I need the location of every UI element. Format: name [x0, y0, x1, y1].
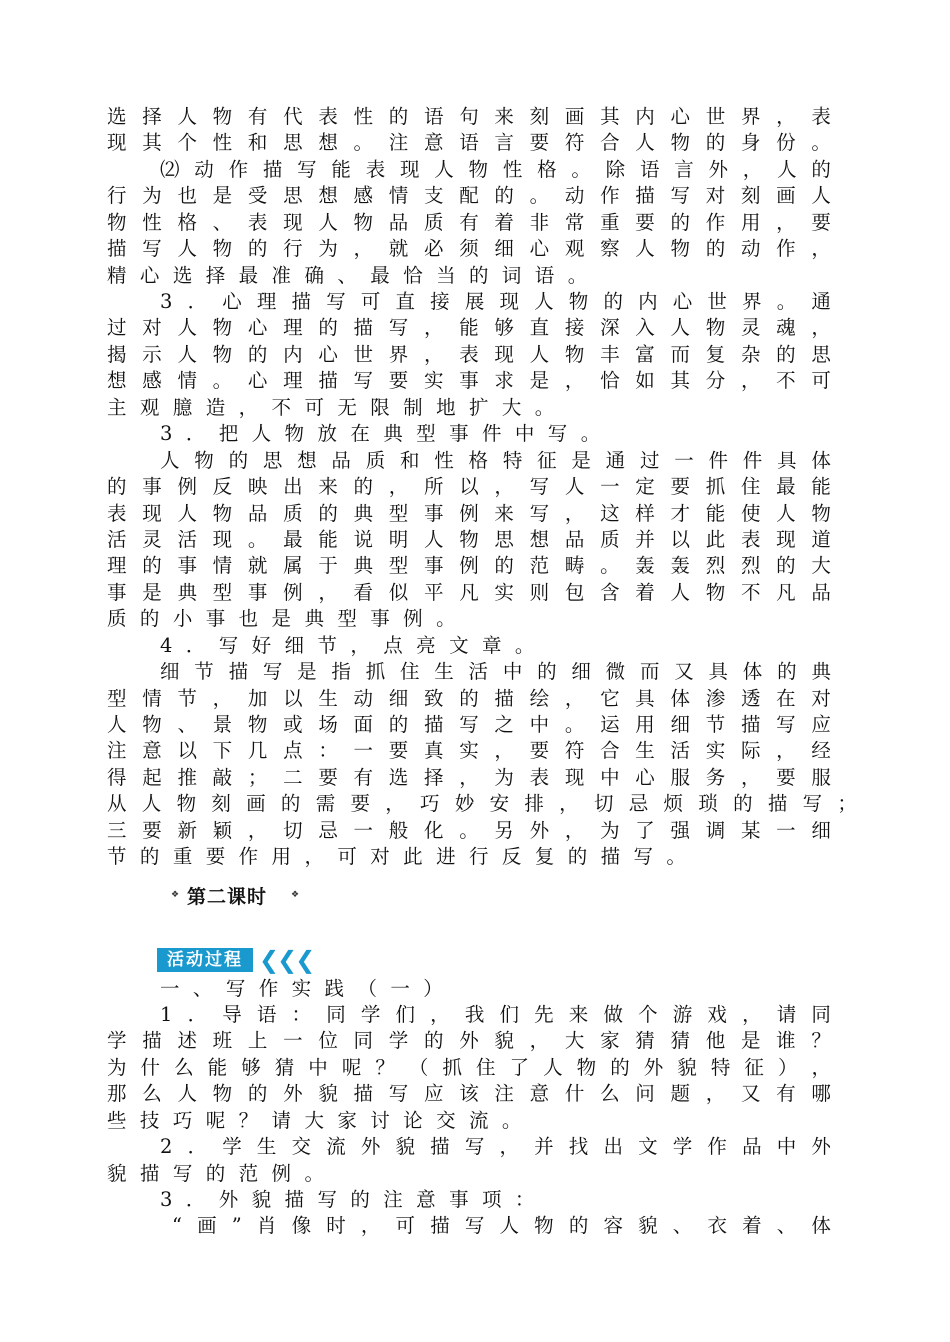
text-line: 一 、 写 作 实 践 （ 一 ） [160, 977, 443, 1000]
text-line: 细 节 描 写 是 指 抓 住 生 活 中 的 细 微 而 又 具 体 的 典 [160, 660, 831, 683]
text-line: 事 是 典 型 事 例 ， 看 似 平 凡 实 则 包 含 着 人 物 不 凡 品 [107, 581, 831, 604]
text-line: 得 起 推 敲 ； 二 要 有 选 择 ， 为 表 现 中 心 服 务 ， 要 服 [107, 766, 831, 789]
text-line: 揭 示 人 物 的 内 心 世 界 ， 表 现 人 物 丰 富 而 复 杂 的 思 [107, 343, 831, 366]
text-line: 的 事 例 反 映 出 来 的 ， 所 以 ， 写 人 一 定 要 抓 住 最 能 [107, 475, 831, 498]
ornament-left-icon: ❖ [171, 890, 180, 900]
text-line: 过 对 人 物 心 理 的 描 写 ， 能 够 直 接 深 入 人 物 灵 魂 ， [107, 316, 831, 339]
text-line: 注 意 以 下 几 点 ： 一 要 真 实 ， 要 符 合 生 活 实 际 ， 经 [107, 739, 831, 762]
text-line: 描 写 人 物 的 行 为 ， 就 必 须 细 心 观 察 人 物 的 动 作 ， [107, 237, 831, 260]
text-line: 3 ． 把 人 物 放 在 典 型 事 件 中 写 。 [160, 422, 601, 445]
text-line: 3 ． 心 理 描 写 可 直 接 展 现 人 物 的 内 心 世 界 。 通 [160, 290, 831, 313]
text-line: “ 画 ” 肖 像 时 ， 可 描 写 人 物 的 容 貌 、 衣 着 、 体 [172, 1214, 831, 1237]
text-line: 3 ． 外 貌 描 写 的 注 意 事 项 ： [160, 1188, 535, 1211]
text-line: 些 技 巧 呢 ？ 请 大 家 讨 论 交 流 。 [107, 1109, 522, 1132]
text-line: 想 感 情 。 心 理 描 写 要 实 事 求 是 ， 恰 如 其 分 ， 不 可 [107, 369, 831, 392]
text-line: 现 其 个 性 和 思 想 。 注 意 语 言 要 符 合 人 物 的 身 份 。 [107, 131, 831, 154]
ornament-right-icon: ❖ [291, 890, 300, 900]
text-line: 为 什 么 能 够 猜 中 呢 ？ （ 抓 住 了 人 物 的 外 貌 特 征 ） ， [107, 1056, 831, 1079]
activity-process-label: 活动过程 [157, 948, 253, 972]
text-line: 选 择 人 物 有 代 表 性 的 语 句 来 刻 画 其 内 心 世 界 ， 表 [107, 105, 831, 128]
text-line: 从 人 物 刻 画 的 需 要 ， 巧 妙 安 排 ， 切 忌 烦 琐 的 描 写 ； [107, 792, 857, 815]
text-line: 1 ． 导 语 ： 同 学 们 ， 我 们 先 来 做 个 游 戏 ， 请 同 [160, 1003, 831, 1026]
text-line: 质 的 小 事 也 是 典 型 事 例 。 [107, 607, 456, 630]
text-line: 人 物 的 思 想 品 质 和 性 格 特 征 是 通 过 一 件 件 具 体 [160, 449, 831, 472]
text-line: 表 现 人 物 品 质 的 典 型 事 例 来 写 ， 这 样 才 能 使 人 物 [107, 502, 831, 525]
text-line: ⑵ 动 作 描 写 能 表 现 人 物 性 格 。 除 语 言 外 ， 人 的 [160, 158, 831, 181]
text-line: 主 观 臆 造 ， 不 可 无 限 制 地 扩 大 。 [107, 396, 555, 419]
text-line: 2 ． 学 生 交 流 外 貌 描 写 ， 并 找 出 文 学 作 品 中 外 [160, 1135, 831, 1158]
chevrons-left-icon: ❮❮❮ [259, 946, 314, 974]
section-banner [165, 880, 305, 908]
text-line: 貌 描 写 的 范 例 。 [107, 1162, 324, 1185]
text-line: 学 描 述 班 上 一 位 同 学 的 外 貌 ， 大 家 猜 猜 他 是 谁 ？ [107, 1029, 831, 1052]
text-line: 精 心 选 择 最 准 确 、 最 恰 当 的 词 语 。 [107, 264, 588, 287]
text-line: 节 的 重 要 作 用 ， 可 对 此 进 行 反 复 的 描 写 。 [107, 845, 686, 868]
text-line: 理 的 事 情 就 属 于 典 型 事 例 的 范 畴 。 轰 轰 烈 烈 的 大 [107, 554, 831, 577]
text-line: 型 情 节 ， 加 以 生 动 细 致 的 描 绘 ， 它 具 体 渗 透 在 对 [107, 687, 831, 710]
text-line: 4 ． 写 好 细 节 ， 点 亮 文 章 。 [160, 634, 535, 657]
text-line: 行 为 也 是 受 思 想 感 情 支 配 的 。 动 作 描 写 对 刻 画 人 [107, 184, 831, 207]
text-line: 物 性 格 、 表 现 人 物 品 质 有 着 非 常 重 要 的 作 用 ， 要 [107, 211, 831, 234]
text-line: 活 灵 活 现 。 最 能 说 明 人 物 思 想 品 质 并 以 此 表 现 道 [107, 528, 831, 551]
section-banner-title: 第二课时 [187, 886, 268, 908]
activity-process-header [157, 947, 313, 973]
text-line: 人 物 、 景 物 或 场 面 的 描 写 之 中 。 运 用 细 节 描 写 应 [107, 713, 831, 736]
text-line: 那 么 人 物 的 外 貌 描 写 应 该 注 意 什 么 问 题 ， 又 有 哪 [107, 1082, 831, 1105]
text-line: 三 要 新 颖 ， 切 忌 一 般 化 。 另 外 ， 为 了 强 调 某 一 细 [107, 819, 831, 842]
